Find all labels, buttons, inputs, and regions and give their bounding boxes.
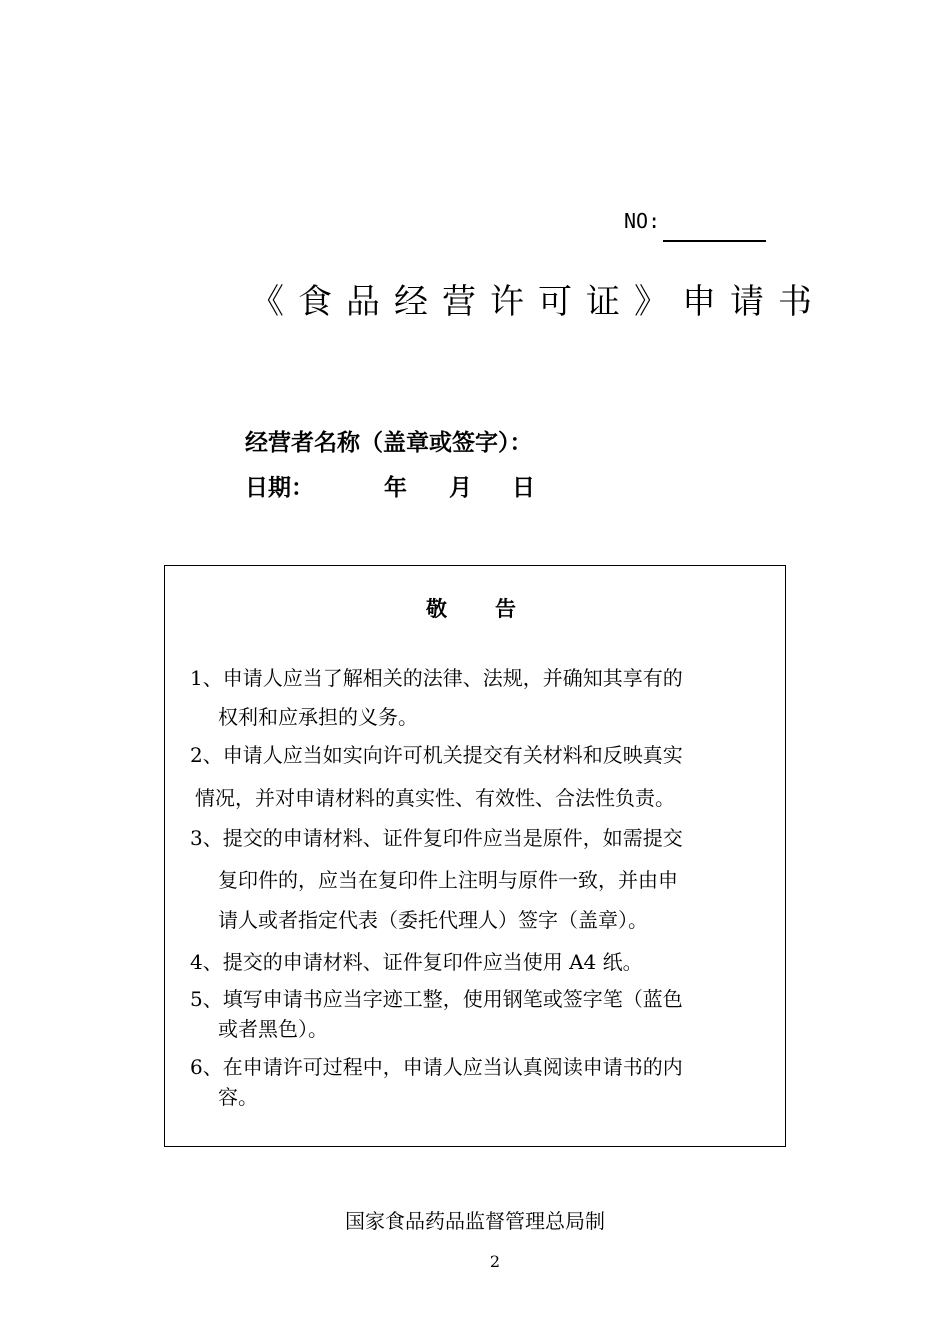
- date-day-label: 日: [512, 475, 535, 501]
- operator-name-label: 经营者名称（盖章或签字）：: [245, 430, 533, 456]
- notice-item-2-line-1: 2、申请人应当如实向许可机关提交有关材料和反映真实: [190, 743, 683, 767]
- notice-title: [426, 595, 516, 623]
- date-year-label: 年: [384, 475, 407, 501]
- notice-item-6-line-1: 6、在申请许可过程中，申请人应当认真阅读申请书的内: [190, 1055, 683, 1079]
- notice-item-5-line-2: 或者黑色）。: [218, 1017, 328, 1041]
- date-row: [245, 473, 575, 503]
- page-number: 2: [489, 1252, 501, 1271]
- notice-item-3-line-3: 请人或者指定代表（委托代理人）签字（盖章）。: [218, 908, 648, 932]
- notice-item-3-line-2: 复印件的，应当在复印件上注明与原件一致，并由申: [218, 868, 678, 892]
- number-label: NO:: [624, 209, 661, 233]
- notice-item-5-line-1: 5、填写申请书应当字迹工整，使用钢笔或签字笔（蓝色: [190, 987, 683, 1011]
- notice-item-1-line-1: 1、申请人应当了解相关的法律、法规，并确知其享有的: [190, 666, 683, 690]
- notice-item-1-line-2: 权利和应承担的义务。: [218, 705, 418, 729]
- notice-item-3-line-1: 3、提交的申请材料、证件复印件应当是原件，如需提交: [190, 826, 683, 850]
- document-title: 《食品经营许可证》申请书: [250, 282, 826, 322]
- number-blank-line: [663, 240, 766, 242]
- notice-item-2-line-2: 情况，并对申请材料的真实性、有效性、合法性负责。: [195, 786, 675, 810]
- notice-item-4-line-1: 4、提交的申请材料、证件复印件应当使用 A4 纸。: [190, 950, 643, 974]
- notice-title-char: 敬: [426, 597, 447, 621]
- date-month-label: 月: [449, 475, 472, 501]
- notice-item-6-line-2: 容。: [218, 1085, 258, 1109]
- issuing-authority: 国家食品药品监督管理总局制: [345, 1209, 605, 1233]
- notice-title-char: 告: [495, 597, 516, 621]
- date-label: 日期：: [245, 475, 314, 501]
